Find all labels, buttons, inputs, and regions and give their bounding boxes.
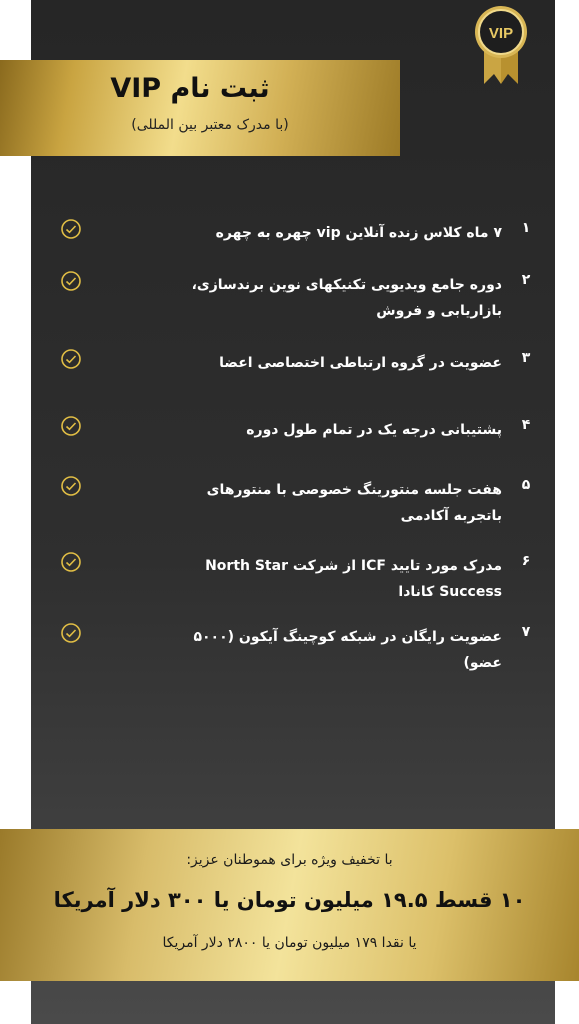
check-circle-icon [60,415,82,437]
pricing-intro: با تخفیف ویژه برای هموطنان عزیز: [186,852,393,868]
item-text: مدرک مورد تایید ICF از شرکت North Star Success کانادا [205,558,502,600]
page-subtitle: (با مدرک معتبر بین المللی) [131,117,289,133]
item-number: ۶ [521,553,531,569]
item-text: عضویت رایگان در شبکه کوچینگ آیکون (۵۰۰۰ عضو) [193,629,502,671]
check-circle-icon [60,622,82,644]
item-number: ۴ [521,417,531,433]
page-title: ثبت نام VIP [110,73,270,104]
badge-label: VIP [488,25,514,42]
item-number: ۷ [521,624,531,640]
pricing-installments: ۱۰ قسط ۱۹.۵ میلیون تومان یا ۳۰۰ دلار آمریکا [53,888,526,912]
check-circle-icon [60,218,82,240]
item-text: هفت جلسه منتورینگ خصوصی با منتورهای باتجربه آکادمی [206,482,502,524]
item-number: ۱ [521,220,531,236]
item-text: ۷ ماه کلاس زنده آنلاین vip چهره به چهره [215,225,502,241]
item-number: ۳ [521,350,531,366]
item-text: پشتیبانی درجه یک در تمام طول دوره [246,422,502,438]
check-circle-icon [60,475,82,497]
item-text: عضویت در گروه ارتباطی اختصاصی اعضا [219,355,502,371]
check-circle-icon [60,551,82,573]
check-circle-icon [60,270,82,292]
pricing-cash: یا نقدا ۱۷۹ میلیون تومان یا ۲۸۰۰ دلار آمریکا [162,935,417,951]
item-number: ۵ [521,477,531,493]
item-number: ۲ [521,272,531,288]
item-text: دوره جامع ویدیویی تکنیکهای نوین برندسازی، بازاریابی و فروش [191,277,502,319]
check-circle-icon [60,348,82,370]
